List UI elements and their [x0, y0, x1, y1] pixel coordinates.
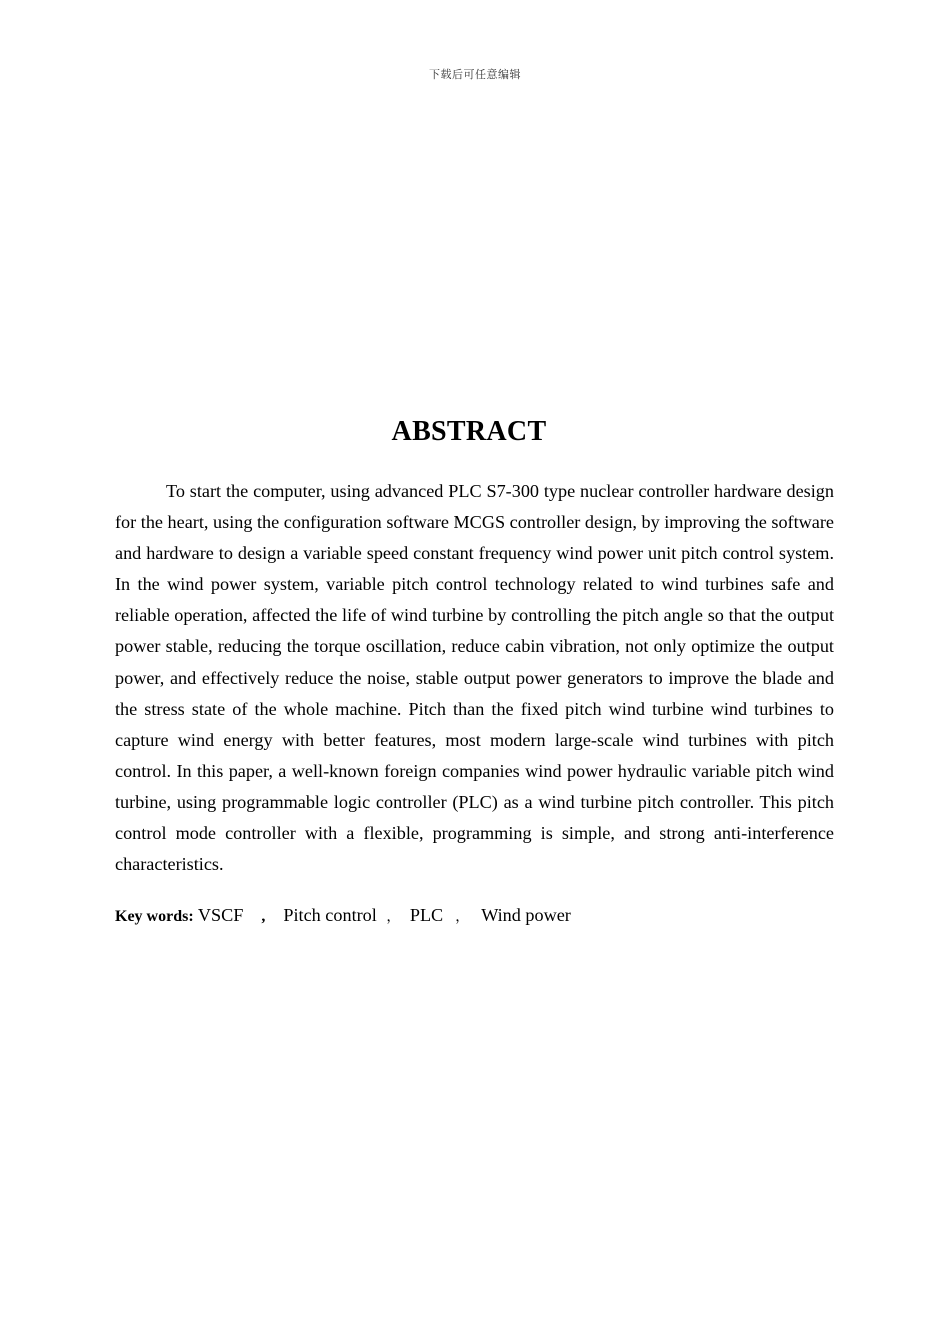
keyword-separator: ，	[455, 910, 470, 925]
keyword-item: PLC	[409, 905, 444, 925]
keyword-separator: ，	[386, 910, 401, 925]
header-note: 下载后可任意编辑	[429, 68, 521, 81]
keyword-item: Wind power	[481, 905, 571, 925]
keyword-separator: ,	[261, 908, 266, 925]
keyword-item: Pitch control	[283, 905, 377, 925]
keyword-item: VSCF	[197, 905, 244, 925]
keywords-line	[115, 900, 834, 933]
abstract-body: To start the computer, using advanced PLC S7-300 type nuclear controller hardware design for the heart, using the configuration software MCGS controller design, by improving the software and hardware to design a variable speed constant frequency wind power unit pitch control system. In the wind power system, variable pitch control technology related to wind turbines safe and reliable operation, affected the life of wind turbine by controlling the pitch angle so that the output power stable, reducing the torque oscillation, reduce cabin vibration, not only optimize the output power, and effectively reduce the noise, stable output power generators to improve the blade and the stress state of the whole machine. Pitch than the fixed pitch wind turbine wind turbines to capture wind energy with better features, most modern large-scale wind turbines with pitch control. In this paper, a well-known foreign companies wind power hydraulic variable pitch wind turbine, using programmable logic controller (PLC) as a wind turbine pitch controller. This pitch control mode controller with a flexible, programming is simple, and strong anti-interference characteristics.	[115, 481, 834, 875]
keywords-label: Key words:	[115, 908, 194, 925]
abstract-title: ABSTRACT	[391, 416, 547, 447]
